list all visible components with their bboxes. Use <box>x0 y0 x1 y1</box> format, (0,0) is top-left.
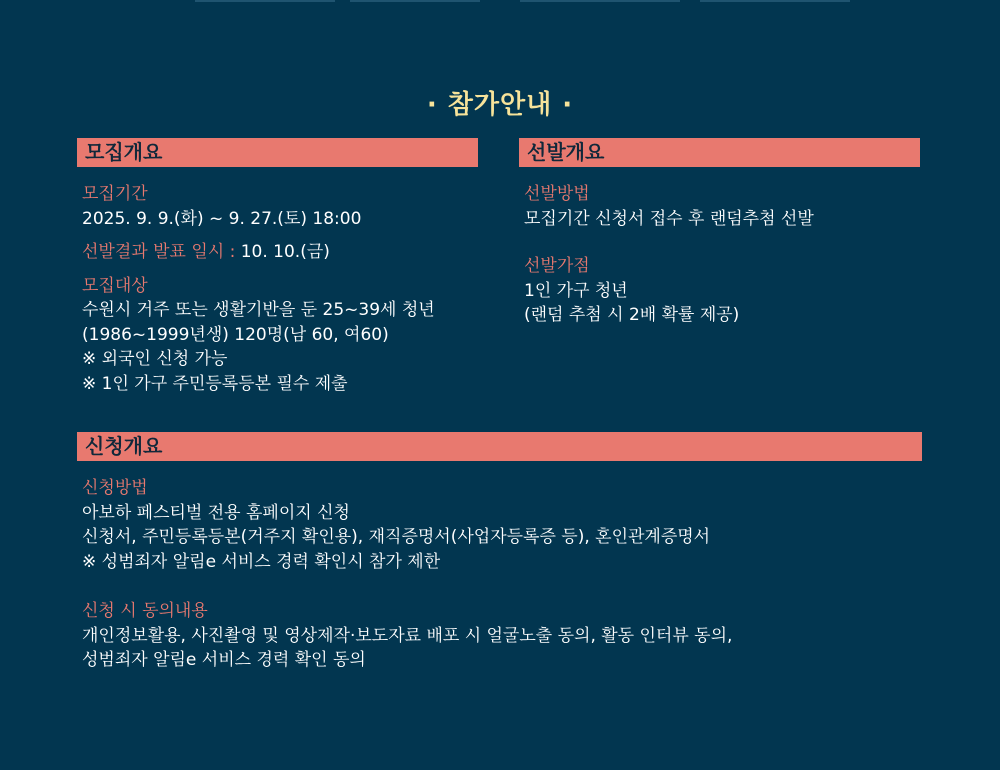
selection-bonus-line: (랜덤 추첨 시 2배 확률 제공) <box>524 305 740 325</box>
announce-label: 선발결과 발표 일시 : <box>82 242 236 262</box>
consent-line: 개인정보활용, 사진촬영 및 영상제작·보도자료 배포 시 얼굴노출 동의, 활동 인터뷰 동의, <box>82 625 733 646</box>
application-method-line: ※ 성범죄자 알림e 서비스 경력 확인시 참가 제한 <box>82 551 441 572</box>
target-line: 수원시 거주 또는 생활기반을 둔 25~39세 청년 <box>82 300 435 320</box>
application-section <box>82 476 942 673</box>
page-title: · 참가안내 · <box>426 90 574 120</box>
consent-line: 성범죄자 알림e 서비스 경력 확인 동의 <box>82 650 366 670</box>
consent-label: 신청 시 동의내용 <box>82 601 208 621</box>
selection-method-value: 모집기간 신청서 접수 후 랜덤추첨 선발 <box>524 208 814 229</box>
target-line: (1986~1999년생) 120명(남 60, 여60) <box>82 324 389 345</box>
recruitment-section <box>82 182 502 396</box>
announce-value: 10. 10.(금) <box>235 242 330 262</box>
recruitment-header-bar: 모집개요 <box>77 138 478 167</box>
target-label: 모집대상 <box>82 275 148 296</box>
target-line: ※ 외국인 신청 가능 <box>82 349 228 369</box>
selection-bonus-label: 선발가점 <box>524 256 590 276</box>
application-header-bar: 신청개요 <box>77 432 922 461</box>
application-method-label: 신청방법 <box>82 478 148 498</box>
period-label: 모집기간 <box>82 184 148 204</box>
period-value: 2025. 9. 9.(화) ~ 9. 27.(토) 18:00 <box>82 208 362 229</box>
selection-header-bar: 선발개요 <box>519 138 920 167</box>
selection-method-label: 선발방법 <box>524 184 590 204</box>
application-method-line: 신청서, 주민등록등본(거주지 확인용), 재직증명서(사업자등록증 등), 혼인관계증명서 <box>82 527 711 547</box>
announce-row <box>82 240 502 265</box>
application-method-line: 아보하 페스티벌 전용 홈페이지 신청 <box>82 502 350 523</box>
selection-bonus-line: 1인 가구 청년 <box>524 280 628 301</box>
top-edge-strip <box>0 0 1000 3</box>
target-line: ※ 1인 가구 주민등록등본 필수 제출 <box>82 373 348 394</box>
selection-section <box>524 182 944 328</box>
